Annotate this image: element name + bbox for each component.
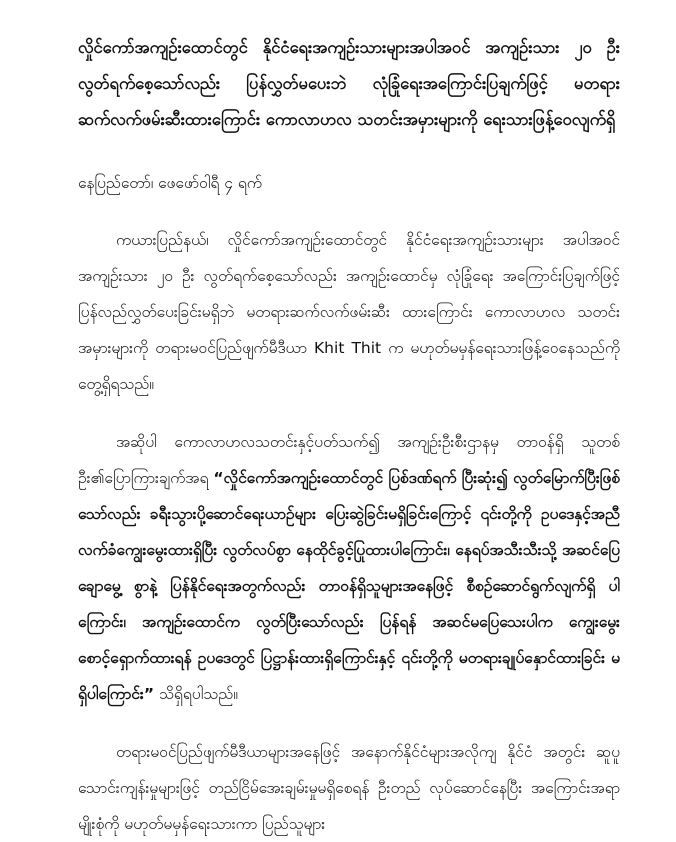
- article-headline: လှိုင်ကော်အကျဉ်းထောင်တွင် နိုင်ငံရေးအကျဉ်းသားများအပါအဝင် အကျဉ်းသား ၂၀ ဦး လွတ်ရက်စေ့သော်လည်း ပြန်လွှတ်မပေးဘဲ လုံခြုံရေးအကြောင်းပြချက်ဖြင့် မတရားဆက်လက်ဖမ်းဆီးထားကြောင်း ကောလာဟလ သတင်းအမှားများကို ရေးသားဖြန့်ဝေလျက်ရှိ: [78, 38, 620, 129]
- article-paragraph-2: [78, 424, 620, 712]
- article-paragraph-3: တရားမဝင်ပြည်ဖျက်မီဒီယာများအနေဖြင့် အနောက်နိုင်ငံများအလိုကျ နိုင်ငံ အတွင်း ဆူပူသောင်းကျန်းမှုများဖြင့် တည်ငြိမ်အေးချမ်းမှုမရှိစေရန် ဦးတည် လုပ်ဆောင်နေပြီး အကြောင်းအရာမျိုးစုံကို မဟုတ်မမှန်ရေးသားကာ ပြည်သူများ: [78, 743, 620, 833]
- article-dateline: နေပြည်တော်၊ ဖေဖော်ဝါရီ ၄ ရက်: [78, 174, 262, 192]
- paragraph-2-intro: အဆိုပါ ကောလာဟလသတင်းနှင့်ပတ်သက်၍ အကျဉ်းဦးစီးဌာနမှ တာဝန်ရှိ သူတစ်ဦး၏ပြောကြားချက်အရ: [78, 433, 620, 487]
- article-paragraph-1: ကယားပြည်နယ်၊ လှိုင်ကော်အကျဉ်းထောင်တွင် နိုင်ငံရေးအကျဉ်းသားများ အပါအဝင် အကျဉ်းသား ၂၀ ဦး လွတ်ရက်စေ့သော်လည်း အကျဉ်းထောင်မှ လုံခြုံရေး အကြောင်းပြချက်ဖြင့် ပြန်လည်လွှတ်ပေးခြင်းမရှိဘဲ မတရားဆက်လက်ဖမ်းဆီး ထားကြောင်း ကောလာဟလ သတင်းအမှားများကို တရားမဝင်ပြည်ဖျက်မီဒီယာ Khit Thit က မဟုတ်မမှန်ရေးသားဖြန့်ဝေနေသည်ကို တွေ့ရှိရသည်။: [78, 231, 620, 393]
- official-quote: “လှိုင်ကော်အကျဉ်းထောင်တွင် ပြစ်ဒဏ်ရက် ပြီးဆုံး၍ လွတ်မြောက်ပြီးဖြစ်သော်လည်း ခရီးသွားပို့ဆောင်ရေးယာဉ်များ ပြေးဆွဲခြင်းမရှိခြင်းကြောင့် ၎င်းတို့ကို ဥပဒေနှင့်အညီ လက်ခံကျွေးမွေးထားရှိပြီး လွတ်လပ်စွာ နေထိုင်ခွင့်ပြုထားပါကြောင်း၊ နေရပ်အသီးသီးသို့ အဆင်ပြေ ချောမွေ့ စွာနဲ့ ပြန်နိုင်ရေးအတွက်လည်း တာဝန်ရှိသူများအနေဖြင့် စီစဉ်ဆောင်ရွက်လျက်ရှိ ပါကြောင်း၊ အကျဉ်းထောင်က လွတ်ပြီးသော်လည်း ပြန်ရန် အဆင်မပြေသေးပါက ကျွေးမွေးစောင့်ရှောက်ထားရန် ဥပဒေတွင် ပြဋ္ဌာန်းထားရှိကြောင်းနှင့် ၎င်းတို့ကို မတရားချုပ်နှောင်ထားခြင်း မရှိပါကြောင်း”: [78, 469, 620, 703]
- paragraph-2-outro: သိရှိရပါသည်။: [154, 685, 238, 703]
